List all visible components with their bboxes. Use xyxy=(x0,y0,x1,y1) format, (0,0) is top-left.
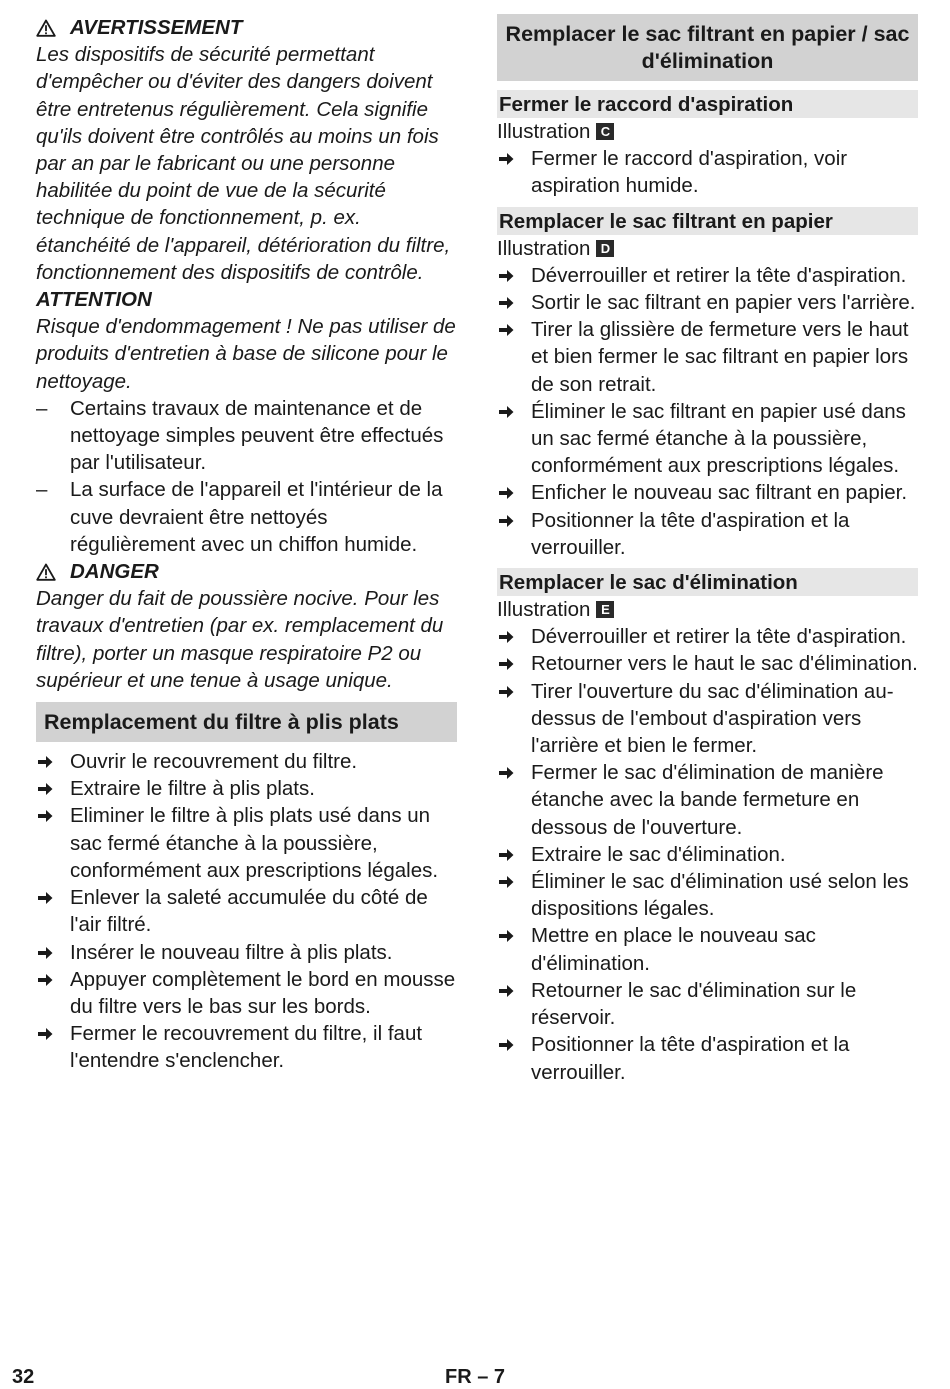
right-column xyxy=(497,14,918,1086)
dash-bullet: – xyxy=(36,396,48,420)
step-item xyxy=(497,922,918,976)
arrow-right-icon xyxy=(497,1036,515,1054)
step-text: Retourner vers le haut le sac d'élimination. xyxy=(531,652,918,676)
step-text: Enlever la saleté accumulée du côté de l'air filtré. xyxy=(70,886,428,937)
dash-bullet: – xyxy=(36,478,48,502)
dash-item-text: La surface de l'appareil et l'intérieur de la cuve devraient être nettoyés régulièrement avec un chiffon humide. xyxy=(70,478,443,556)
avertissement-title: AVERTISSEMENT xyxy=(70,16,243,39)
attention-title: ATTENTION xyxy=(36,288,152,312)
arrow-right-icon xyxy=(36,1025,54,1043)
warning-triangle-icon xyxy=(36,563,56,581)
step-text: Ouvrir le recouvrement du filtre. xyxy=(70,750,358,774)
step-bullet xyxy=(497,650,531,677)
step-bullet xyxy=(497,289,531,316)
step-item xyxy=(36,884,457,938)
dash-list-item xyxy=(36,395,457,477)
subheading-sac-elimination: Remplacer le sac d'élimination xyxy=(497,568,918,596)
step-item xyxy=(497,289,918,316)
step-bullet xyxy=(497,759,531,841)
arrow-right-icon xyxy=(497,484,515,502)
step-item xyxy=(36,966,457,1020)
illustration-badge: D xyxy=(596,240,614,257)
step-bullet xyxy=(497,398,531,480)
step-text: Sortir le sac filtrant en papier vers l'arrière. xyxy=(531,291,916,315)
arrow-right-icon xyxy=(497,321,515,339)
step-item xyxy=(497,145,918,199)
step-bullet xyxy=(497,316,531,398)
step-text: Éliminer le sac d'élimination usé selon les dispositions légales. xyxy=(531,870,909,921)
arrow-right-icon xyxy=(497,683,515,701)
illustration-badge: C xyxy=(596,123,614,140)
avertissement-text: Les dispositifs de sécurité permettant d'empêcher ou d'éviter des dangers doivent être entretenus régulièrement. Cela signifie qu'ils doivent être contrôlés au moins un fois par an par le fabricant ou une personne habilitée du point de vue de la sécurité technique de fonctionnement, p. ex. étanchéité de l'appareil, détérioration du filtre, fonctionnement des dispositifs de contrôle. xyxy=(36,43,451,284)
arrow-right-icon xyxy=(36,780,54,798)
arrow-right-icon xyxy=(36,944,54,962)
arrow-right-icon xyxy=(36,807,54,825)
step-bullet xyxy=(497,262,531,289)
danger-text: Danger du fait de poussière nocive. Pour les travaux d'entretien (par ex. remplacement du filtre), porter un masque respiratoire P2 ou supérieur et une tenue à usage unique. xyxy=(36,587,444,692)
step-item xyxy=(497,262,918,289)
step-text: Éliminer le sac filtrant en papier usé dans un sac fermé étanche à la poussière, conformément aux prescriptions légales. xyxy=(531,399,906,478)
step-text: Positionner la tête d'aspiration et la verrouiller. xyxy=(531,1033,850,1084)
step-item xyxy=(497,650,918,677)
danger-title: DANGER xyxy=(70,560,159,584)
arrow-right-icon xyxy=(36,889,54,907)
raccord-step-list xyxy=(497,145,918,199)
dash-list-item xyxy=(36,476,457,558)
step-bullet xyxy=(36,966,70,1020)
arrow-right-icon xyxy=(36,753,54,771)
step-bullet xyxy=(36,775,70,802)
step-item xyxy=(497,1031,918,1085)
arrow-right-icon xyxy=(497,628,515,646)
step-bullet xyxy=(497,623,531,650)
step-text: Mettre en place le nouveau sac d'élimination. xyxy=(531,924,816,975)
step-bullet xyxy=(497,922,531,976)
subheading-sac-papier: Remplacer le sac filtrant en papier xyxy=(497,207,918,235)
step-item xyxy=(497,623,918,650)
arrow-right-icon xyxy=(497,873,515,891)
step-text: Extraire le sac d'élimination. xyxy=(531,842,786,866)
step-text: Tirer la glissière de fermeture vers le haut et bien fermer le sac filtrant en papier lors de son retrait. xyxy=(531,318,909,396)
danger-signal xyxy=(36,558,457,585)
arrow-right-icon xyxy=(497,927,515,945)
illustration-label: Illustration xyxy=(497,236,591,260)
step-item xyxy=(497,678,918,760)
step-text: Retourner le sac d'élimination sur le réservoir. xyxy=(531,978,857,1030)
step-bullet xyxy=(497,841,531,868)
dash-item-text: Certains travaux de maintenance et de nettoyage simples peuvent être effectués par l'utilisateur. xyxy=(70,396,444,475)
step-bullet xyxy=(36,802,70,884)
step-item xyxy=(497,316,918,398)
step-item xyxy=(497,868,918,922)
step-item xyxy=(36,748,457,775)
illustration-ref xyxy=(497,118,918,145)
step-item xyxy=(497,398,918,480)
step-bullet xyxy=(497,145,531,199)
subheading-raccord: Fermer le raccord d'aspiration xyxy=(497,90,918,118)
section-heading-filtre: Remplacement du filtre à plis plats xyxy=(36,702,457,742)
illustration-ref xyxy=(497,596,918,623)
arrow-right-icon xyxy=(497,267,515,285)
arrow-right-icon xyxy=(36,971,54,989)
step-text: Tirer l'ouverture du sac d'élimination au-dessus de l'embout d'aspiration vers l'arrière et bien le fermer. xyxy=(531,679,894,758)
step-bullet xyxy=(497,1031,531,1085)
step-item xyxy=(36,802,457,884)
illustration-label: Illustration xyxy=(497,598,591,622)
left-column xyxy=(36,14,457,1075)
arrow-right-icon xyxy=(497,403,515,421)
step-text: Extraire le filtre à plis plats. xyxy=(70,777,315,801)
step-item xyxy=(497,977,918,1031)
step-text: Déverrouiller et retirer la tête d'aspiration. xyxy=(531,625,907,649)
dash-list xyxy=(36,395,457,558)
step-text: Fermer le sac d'élimination de manière étanche avec la bande fermeture en dessous de l'ouverture. xyxy=(531,761,884,839)
avertissement-signal xyxy=(36,14,457,41)
step-item xyxy=(497,759,918,841)
filtre-step-list xyxy=(36,748,457,1074)
illustration-ref xyxy=(497,235,918,262)
step-item xyxy=(36,775,457,802)
step-text: Positionner la tête d'aspiration et la verrouiller. xyxy=(531,508,850,559)
arrow-right-icon xyxy=(497,512,515,530)
arrow-right-icon xyxy=(497,150,515,168)
attention-text: Risque d'endommagement ! Ne pas utiliser de produits d'entretien à base de silicone pour le nettoyage. xyxy=(36,315,456,393)
step-bullet xyxy=(36,884,70,938)
step-text: Fermer le recouvrement du filtre, il faut l'entendre s'enclencher. xyxy=(70,1022,423,1073)
arrow-right-icon xyxy=(497,655,515,673)
step-text: Enficher le nouveau sac filtrant en papier. xyxy=(531,481,908,505)
step-bullet xyxy=(497,977,531,1031)
page-number: 32 xyxy=(12,1366,35,1388)
main-heading: Remplacer le sac filtrant en papier / sac d'élimination xyxy=(497,14,918,81)
step-text: Appuyer complètement le bord en mousse du filtre vers le bas sur les bords. xyxy=(70,967,456,1018)
step-item xyxy=(497,841,918,868)
attention-signal xyxy=(36,286,457,313)
step-text: Fermer le raccord d'aspiration, voir aspiration humide. xyxy=(531,147,848,198)
arrow-right-icon xyxy=(497,846,515,864)
step-bullet xyxy=(497,678,531,760)
step-bullet xyxy=(497,507,531,561)
arrow-right-icon xyxy=(497,764,515,782)
section-footer: FR – 7 xyxy=(445,1366,506,1388)
step-bullet xyxy=(497,479,531,506)
illustration-label: Illustration xyxy=(497,120,591,143)
step-text: Insérer le nouveau filtre à plis plats. xyxy=(70,940,393,964)
step-bullet xyxy=(36,748,70,775)
step-bullet xyxy=(497,868,531,922)
step-item xyxy=(36,1020,457,1074)
arrow-right-icon xyxy=(497,294,515,312)
step-bullet xyxy=(36,1020,70,1074)
sac-papier-step-list xyxy=(497,262,918,561)
warning-triangle-icon xyxy=(36,19,56,37)
step-item xyxy=(497,507,918,561)
arrow-right-icon xyxy=(497,982,515,1000)
step-text: Eliminer le filtre à plis plats usé dans un sac fermé étanche à la poussière, conformément aux prescriptions légales. xyxy=(70,804,439,882)
sac-elimination-step-list xyxy=(497,623,918,1085)
step-item xyxy=(36,939,457,966)
step-text: Déverrouiller et retirer la tête d'aspiration. xyxy=(531,263,907,287)
step-item xyxy=(497,479,918,506)
step-bullet xyxy=(36,939,70,966)
illustration-badge: E xyxy=(596,601,614,618)
